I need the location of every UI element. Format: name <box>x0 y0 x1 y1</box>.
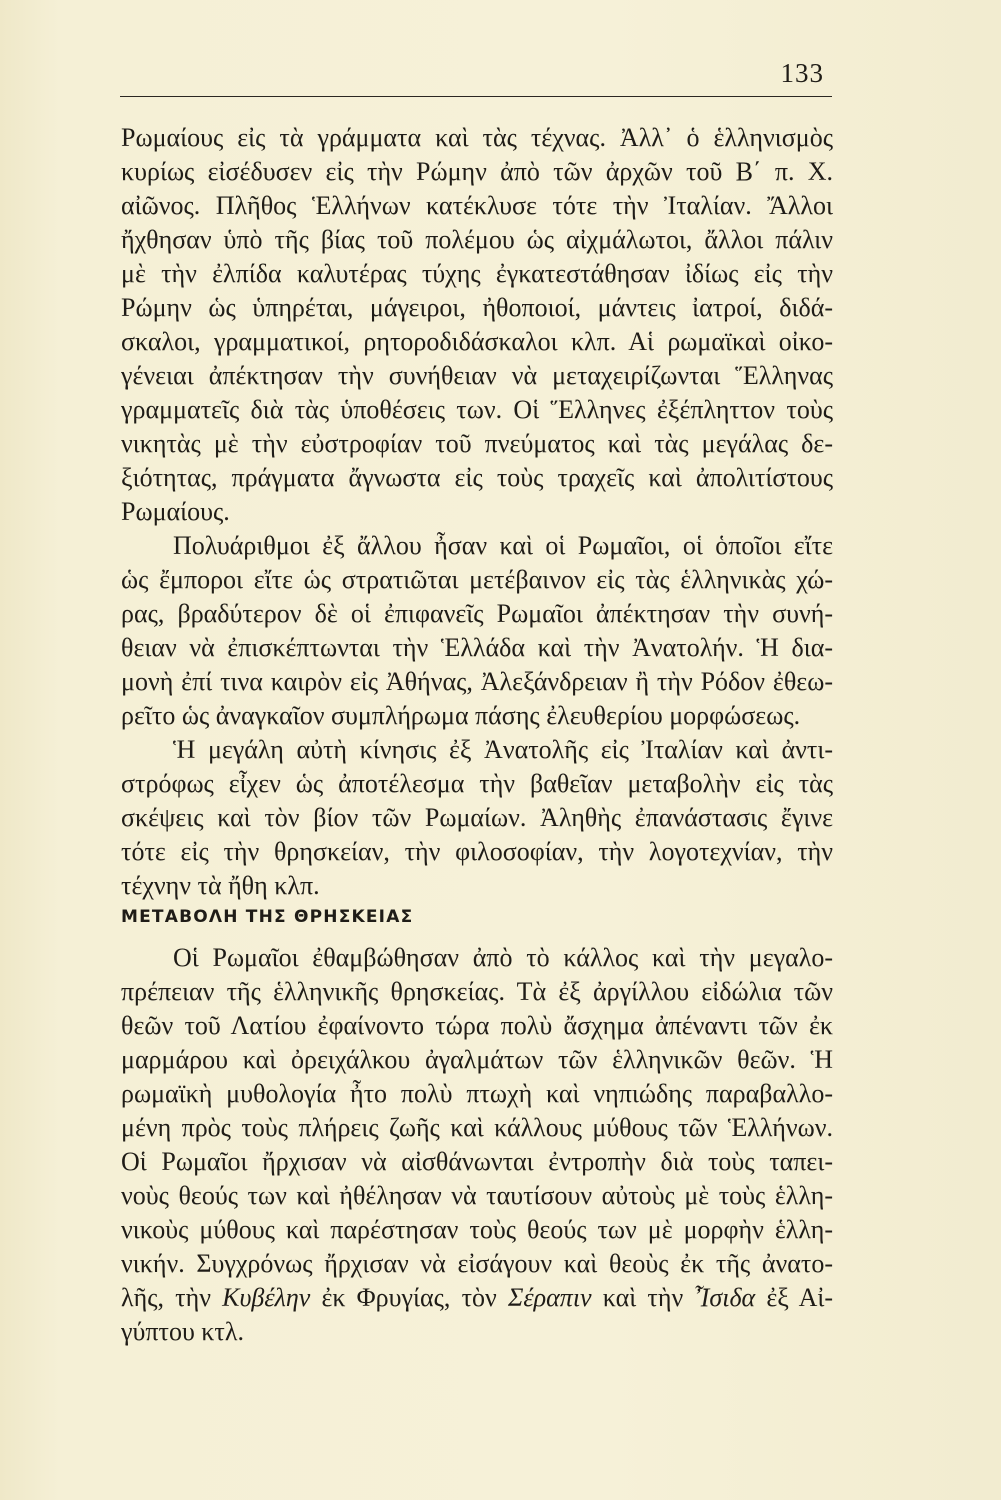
text-line: νικήν. Συγχρόνως ἤρχισαν νὰ εἰσάγουν καὶ θεοὺς ἐκ τῆς ἀνατο- <box>121 1249 833 1278</box>
paragraph-3 <box>121 733 833 903</box>
text-line: ξιότητας, πράγματα ἄγνωστα εἰς τοὺς τραχεῖς καὶ ἀπολιτίστους <box>121 463 833 492</box>
text-line: τότε εἰς τὴν θρησκείαν, τὴν φιλοσοφίαν, τὴν λογοτεχνίαν, τὴν <box>121 837 833 866</box>
text-line: μένη πρὸς τοὺς πλήρεις ζωῆς καὶ κάλλους μύθους τῶν Ἑλλήνων. <box>121 1113 833 1142</box>
text-line: Ρωμαίους. <box>121 497 230 526</box>
text-line: γένειαι ἀπέκτησαν τὴν συνήθειαν νὰ μεταχειρίζωνται Ἕλληνας <box>121 361 833 390</box>
text-line: στρόφως εἶχεν ὡς ἀποτέλεσμα τὴν βαθεῖαν μεταβολὴν εἰς τὰς <box>121 769 833 798</box>
paragraph-2 <box>121 529 833 733</box>
text-line: νοὺς θεούς των καὶ ἠθέλησαν νὰ ταυτίσουν αὐτοὺς μὲ τοὺς ἑλλη- <box>121 1181 833 1210</box>
text-line: κυρίως εἰσέδυσεν εἰς τὴν Ρώμην ἀπὸ τῶν ἀρχῶν τοῦ Β΄ π. Χ. <box>121 157 833 186</box>
text-line: Ἡ μεγάλη αὐτὴ κίνησις ἐξ Ἀνατολῆς εἰς Ἰταλίαν καὶ ἀντι- <box>173 735 833 764</box>
header-rule <box>120 96 832 97</box>
text-line: θεῶν τοῦ Λατίου ἐφαίνοντο τώρα πολὺ ἄσχημα ἀπέναντι τῶν ἐκ <box>121 1011 833 1040</box>
text-line: μὲ τὴν ἐλπίδα καλυτέρας τύχης ἐγκατεστάθησαν ἰδίως εἰς τὴν <box>121 259 833 288</box>
name-serapis: Σέραπιν <box>507 1283 592 1312</box>
text-line: ρωμαϊκὴ μυθολογία ἦτο πολὺ πτωχὴ καὶ νηπιώδης παραβαλλο- <box>121 1079 833 1108</box>
text-line: αἰῶνος. Πλῆθος Ἑλλήνων κατέκλυσε τότε τὴν Ἰταλίαν. Ἄλλοι <box>121 191 833 220</box>
text-line: μαρμάρου καὶ ὀρειχάλκου ἀγαλμάτων τῶν ἑλληνικῶν θεῶν. Ἡ <box>121 1045 833 1074</box>
text-line: γύπτου κτλ. <box>121 1317 244 1346</box>
name-isis: Ἶσιδα <box>694 1283 756 1312</box>
line-text: καὶ τὴν <box>602 1283 684 1312</box>
text-line: νικητὰς μὲ τὴν εὐστροφίαν τοῦ πνεύματος καὶ τὰς μεγάλας δε- <box>121 429 833 458</box>
text-line: Ρώμην ὡς ὑπηρέται, μάγειροι, ἠθοποιοί, μάντεις ἰατροί, διδά- <box>121 293 833 322</box>
text-line: ρας, βραδύτερον δὲ οἱ ἐπιφανεῖς Ρωμαῖοι ἀπέκτησαν τὴν συνή- <box>121 599 833 628</box>
text-line: Πολυάριθμοι ἐξ ἄλλου ἦσαν καὶ οἱ Ρωμαῖοι, οἱ ὁποῖοι εἴτε <box>173 531 833 560</box>
paragraph-1 <box>121 121 833 529</box>
line-text: ἐξ Αἰ- <box>766 1283 833 1312</box>
line-text: ἐκ Φρυγίας, τὸν <box>321 1283 497 1312</box>
text-line: Ρωμαίους εἰς τὰ γράμματα καὶ τὰς τέχνας. Ἀλλ᾽ ὁ ἑλληνισμὸς <box>121 123 833 152</box>
text-line: Οἱ Ρωμαῖοι ἐθαμβώθησαν ἀπὸ τὸ κάλλος καὶ τὴν μεγαλο- <box>173 943 833 972</box>
section-heading: ΜΕΤΑΒΟΛΗ ΤΗΣ ΘΡΗΣΚΕΙΑΣ <box>121 907 414 927</box>
text-line: μονὴ ἐπί τινα καιρὸν εἰς Ἀθήνας, Ἀλεξάνδρειαν ἢ τὴν Ρόδον ἐθεω- <box>121 667 833 696</box>
line-text: λῆς, τὴν <box>121 1283 211 1312</box>
text-line-with-names <box>121 1281 833 1315</box>
text-line: σκέψεις καὶ τὸν βίον τῶν Ρωμαίων. Ἀληθὴς ἐπανάστασις ἔγινε <box>121 803 833 832</box>
paragraph-4 <box>121 941 833 1349</box>
page-number: 133 <box>780 58 824 88</box>
text-line: Οἱ Ρωμαῖοι ἤρχισαν νὰ αἰσθάνωνται ἐντροπὴν διὰ τοὺς ταπει- <box>121 1147 833 1176</box>
text-line: πρέπειαν τῆς ἑλληνικῆς θρησκείας. Τὰ ἐξ ἀργίλλου εἰδώλια τῶν <box>121 977 833 1006</box>
name-kybele: Κυβέλην <box>222 1283 311 1312</box>
text-line: θειαν νὰ ἐπισκέπτωνται τὴν Ἑλλάδα καὶ τὴν Ἀνατολήν. Ἡ δια- <box>121 633 833 662</box>
text-line: γραμματεῖς διὰ τὰς ὑποθέσεις των. Οἱ Ἕλληνες ἐξέπληττον τοὺς <box>121 395 833 424</box>
text-line: σκαλοι, γραμματικοί, ρητοροδιδάσκαλοι κλπ. Αἱ ρωμαϊκαὶ οἰκο- <box>121 327 833 356</box>
text-line: τέχνην τὰ ἤθη κλπ. <box>121 871 320 900</box>
text-line: ἤχθησαν ὑπὸ τῆς βίας τοῦ πολέμου ὡς αἰχμάλωτοι, ἄλλοι πάλιν <box>121 225 833 254</box>
text-line: νικοὺς μύθους καὶ παρέστησαν τοὺς θεούς των μὲ μορφὴν ἑλλη- <box>121 1215 833 1244</box>
text-line: ὡς ἔμποροι εἴτε ὡς στρατιῶται μετέβαινον εἰς τὰς ἑλληνικὰς χώ- <box>121 565 833 594</box>
text-line: ρεῖτο ὡς ἀναγκαῖον συμπλήρωμα πάσης ἐλευθερίου μορφώσεως. <box>121 701 801 730</box>
